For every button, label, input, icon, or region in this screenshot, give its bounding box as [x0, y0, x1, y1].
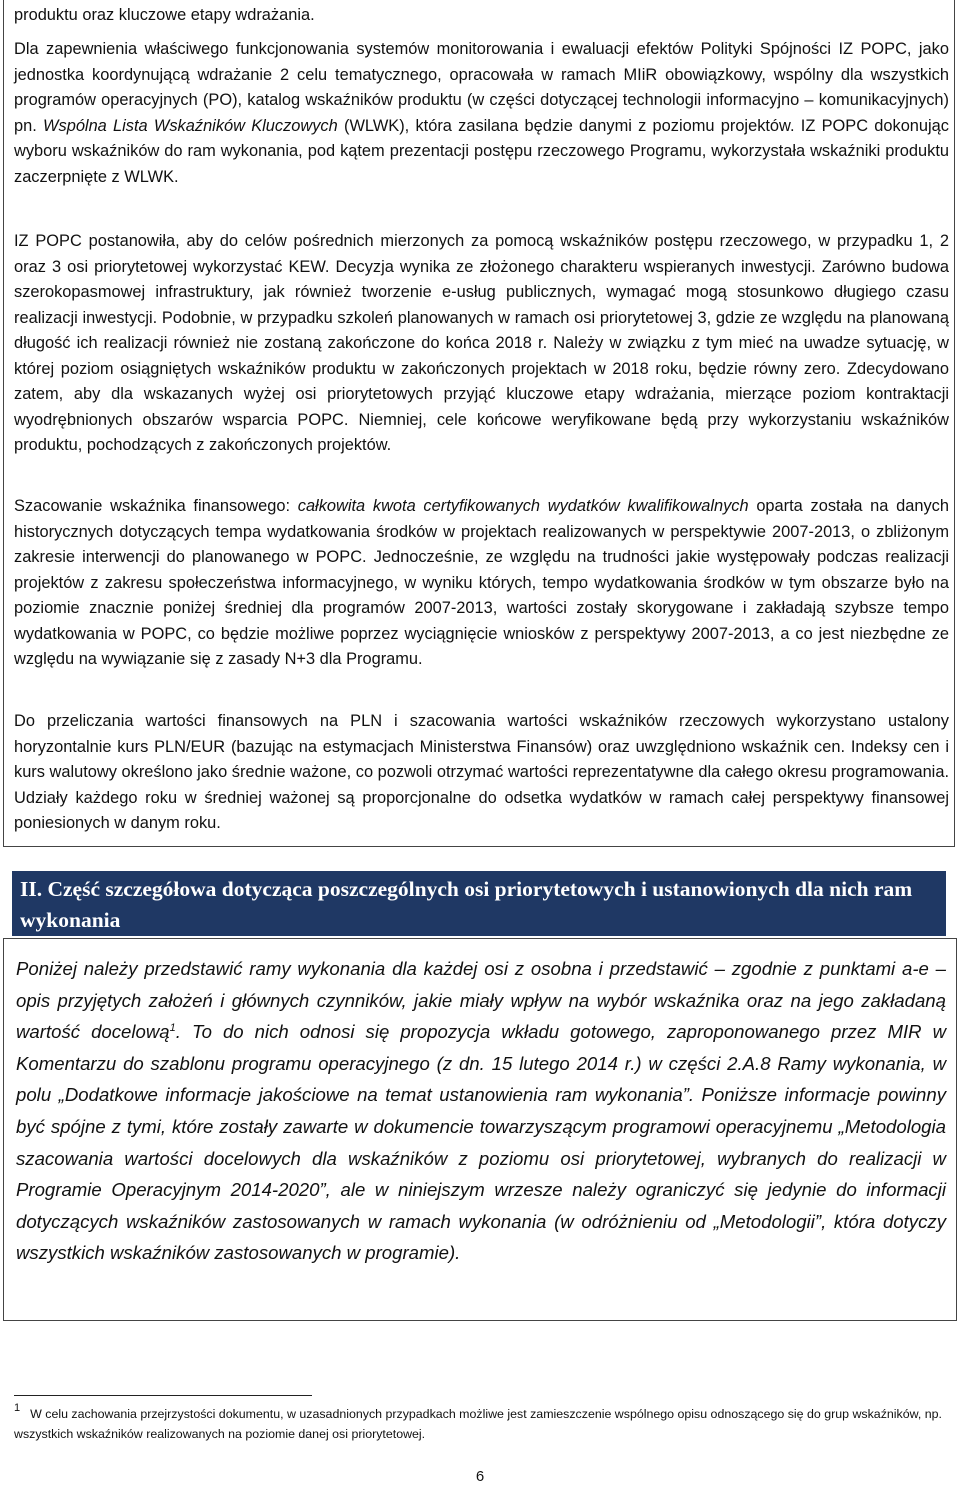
section-heading-text: II. Część szczegółowa dotycząca poszczególnych osi priorytetowych i ustanowionych dla nich ram wykonania: [20, 877, 913, 932]
section-heading: [12, 871, 946, 936]
instruction-box: [3, 938, 957, 1321]
footnote-text: W celu zachowania przejrzystości dokumentu, w uzasadnionych przypadkach możliwe jest zamieszczenie wspólnego opisu odnoszącego się do grup wskaźników, np. wszystkich wskaźników realizowanych na poziomie danej osi priorytetowej.: [14, 1407, 942, 1441]
methodology-text-box: [3, 0, 955, 847]
paragraph-0: produktu oraz kluczowe etapy wdrażania.: [14, 6, 315, 24]
paragraph-wlwk: Dla zapewnienia właściwego funkcjonowania systemów monitorowania i ewaluacji efektów Polityki Spójności IZ POPC, jako jednostka koordynującą wdrażanie 2 celu tematycznego, opracowała w ramach MIiR obowiązkowy, wspólny dla wszystkich programów operacyjnych (PO), katalog wskaźników produktu (w części dotyczącej technologii informacyjno – komunikacyjnych) pn. Wspólna Lista Wskaźników Kluczowych (WLWK), która zasilana będzie danymi z poziomu projektów. IZ POPC dokonując wyboru wskaźników do ram wykonania, pod kątem prezentacji postępu rzeczowego Programu, wykorzystała wskaźniki produktu zaczerpnięte z WLWK.: [14, 40, 949, 186]
footnote-divider: [14, 1395, 312, 1396]
instruction-paragraph: Poniżej należy przedstawić ramy wykonania dla każdej osi z osobna i przedstawić – zgodnie z punktami a-e – opis przyjętych założeń i głównych czynników, jakie miały wpływ na wybór wskaźnika oraz na jego zakładaną wartość docelową$^1$. To do nich odnosi się propozycja wkładu gotowego, zaproponowanego przez MIR w Komentarzu do szablonu programu operacyjnego (z dn. 15 lutego 2014 r.) w części 2.A.8 Ramy wykonania, w polu „Dodatkowe informacje jakościowe na temat ustanowienia ram wykonania”. Poniższe informacje powinny być spójne z tymi, które zostały zawarte w dokumencie towarzyszącym programowi operacyjnemu „Metodologia szacowania wartości docelowych dla wskaźników z poziomu osi priorytetowej, wybranych do realizacji w Programie Operacyjnym 2014-2020”, ale w niniejszym wrzesze należy ograniczyć się jedynie do informacji dotyczących wskaźników zastosowanych w ramach wykonania (w odróżnieniu od „Metodologii”, która dotyczy wszystkich wskaźników zastosowanych w programie).: [16, 958, 946, 1264]
paragraph-kew: IZ POPC postanowiła, aby do celów pośrednich mierzonych za pomocą wskaźników postępu rzeczowego, w przypadku 1, 2 oraz 3 osi priorytetowej wykorzystać KEW. Decyzja wynika ze złożonego charakteru wspieranych inwestycji. Zarówno budowa szerokopasmowej infrastruktury, jak również tworzenie e-usług publicznych, wymagać mogą stosunkowo długiego czasu realizacji inwestycji. Podobnie, w przypadku szkoleń planowanych w ramach osi priorytetowej 3, gdzie ze względu na planowaną długość ich realizacji również nie zostaną zakończone do końca 2018 r. Należy w związku z tym mieć na uwadze sytuację, w której poziom osiągniętych wskaźników produktu w zakończonych projektach w 2018 roku, będzie równy zero. Zdecydowano zatem, aby dla wskazanych wyżej osi priorytetowych przyjąć kluczowe etapy wdrażania, mierzące poziom kontraktacji wyodrębnionych obszarów wsparcia POPC. Niemniej, cele końcowe weryfikowane będą przy wykorzystaniu wskaźników produktu, pochodzących z zakończonych projektów.: [14, 232, 949, 454]
footnote: [14, 1402, 954, 1444]
footnote-mark: 1: [14, 1402, 21, 1414]
footnote-reference[interactable]: 1: [169, 1022, 176, 1034]
paragraph-exchange-rate: Do przeliczania wartości finansowych na PLN i szacowania wartości wskaźników rzeczowych wykorzystano ustalony horyzontalnie kurs PLN/EUR (bazując na estymacjach Ministerstwa Finansów) oraz uwzględniono wskaźnik cen. Indeksy cen i kurs walutowy określono jako średnie ważone, co pozwoli otrzymać wartości reprezentatywne dla całego okresu programowania. Udziały każdego roku w średniej ważonej są proporcjonalne do odsetka wydatków w ramach całej perspektywy finansowej poniesionych w danym roku.: [14, 712, 949, 832]
page-number: 6: [475, 1468, 485, 1485]
paragraph-financial-indicator: Szacowanie wskaźnika finansowego: całkowita kwota certyfikowanych wydatków kwalifikowalnych oparta została na danych historycznych dotyczących tempa wydatkowania środków w projektach realizowanych w perspektywie 2007-2013, o zbliżonym zakresie interwencji do planowanego w POPC. Jednocześnie, ze względu na trudności jakie występowały podczas realizacji projektów z zakresu społeczeństwa informacyjnego, w wyniku których, tempo wydatkowania środków w tym obszarze było na poziomie znacznie poniżej średniej dla programów 2007-2013, wartości zostały skorygowane i zakładają szybsze tempo wydatkowania w POPC, co będzie możliwe poprzez wyciągnięcie wniosków z perspektywy 2007-2013, a co jest niezbędne ze względu na wywiązanie się z zasady N+3 dla Programu.: [14, 497, 949, 668]
